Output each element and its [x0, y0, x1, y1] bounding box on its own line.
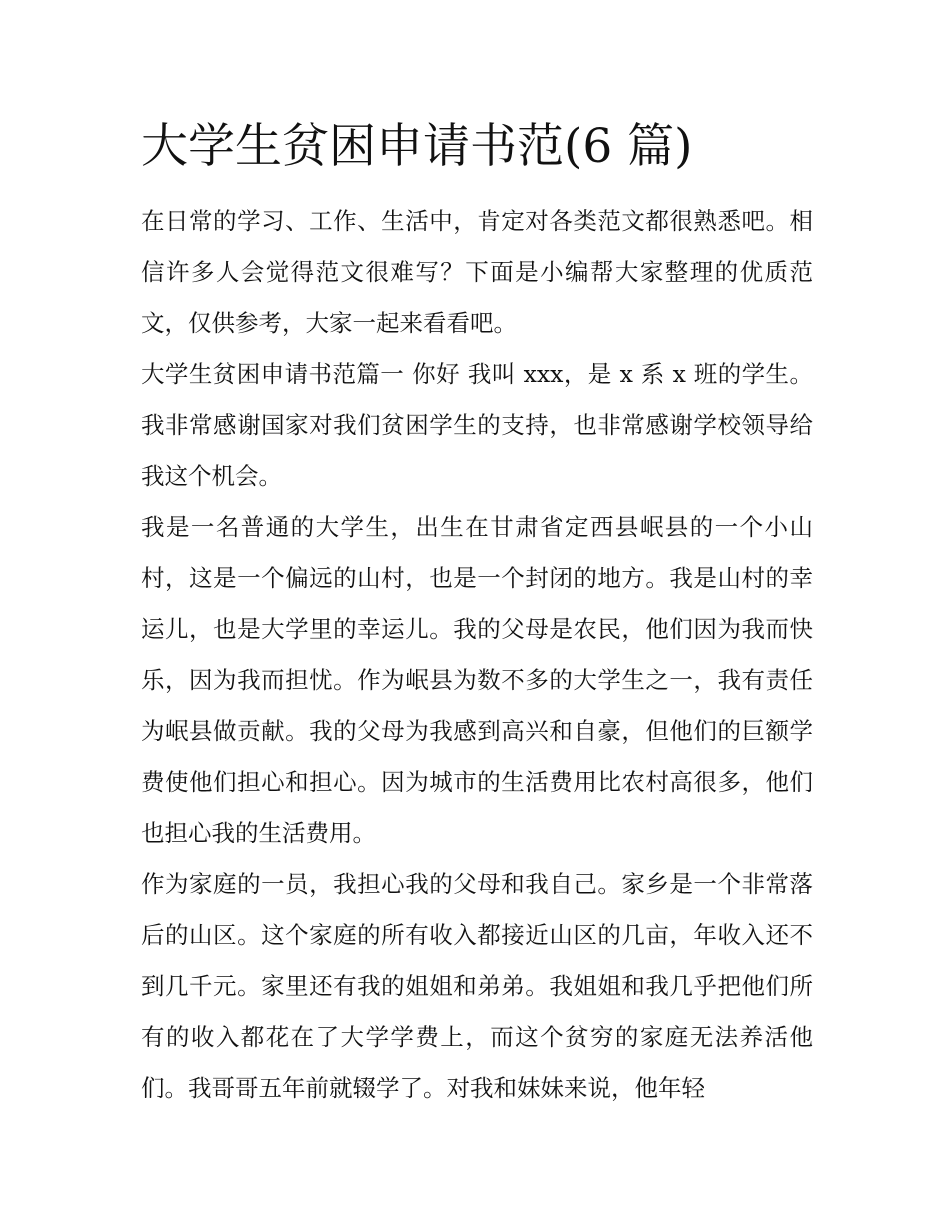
paragraph-intro: 在日常的学习、工作、生活中，肯定对各类范文都很熟悉吧。相信许多人会觉得范文很难写？下面是小编帮大家整理的优质范文，仅供参考，大家一起来看看吧。: [141, 207, 813, 337]
paragraph-family: 作为家庭的一员，我担心我的父母和我自己。家乡是一个非常落后的山区。这个家庭的所有收入都接近山区的几亩，年收入还不到几千元。家里还有我的姐姐和弟弟。我姐姐和我几乎把他们所有的收入都花在了大学学费上，而这个贫穷的家庭无法养活他们。我哥哥五年前就辍学了。对我和妹妹来说，他年轻: [141, 870, 813, 1102]
paragraph-background: 我是一名普通的大学生，出生在甘肃省定西县岷县的一个小山村，这是一个偏远的山村，也是一个封闭的地方。我是山村的幸运儿，也是大学里的幸运儿。我的父母是农民，他们因为我而快乐，因为我而担忧。作为岷县为数不多的大学生之一，我有责任为岷县做贡献。我的父母为我感到高兴和自豪，但他们的巨额学费使他们担心和担心。因为城市的生活费用比农村高很多，他们也担心我的生活费用。: [141, 513, 813, 847]
document-title: 大学生贫困申请书范(6 篇): [141, 119, 693, 174]
paragraph-greeting: 大学生贫困申请书范篇一 你好 我叫 xxx，是 x 系 x 班的学生。我非常感谢国家对我们贫困学生的支持，也非常感谢学校领导给我这个机会。: [141, 360, 813, 490]
document-body: [141, 196, 813, 1114]
